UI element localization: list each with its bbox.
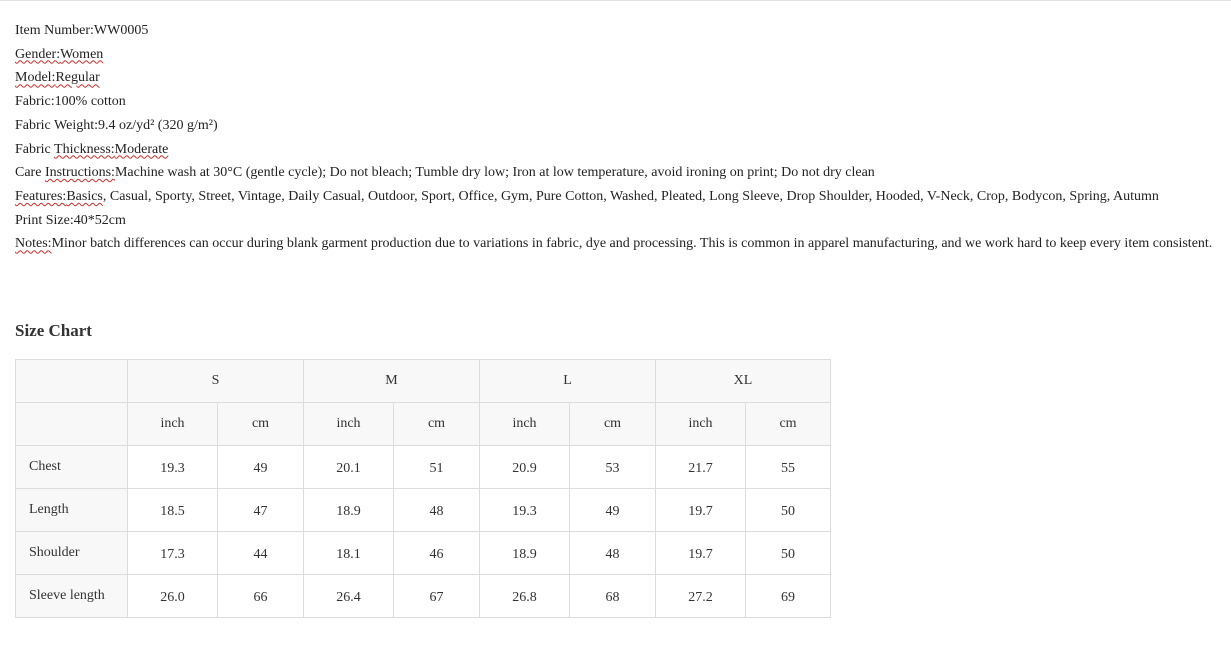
measurement-cell: 19.3 <box>480 489 570 532</box>
measurement-cell: 17.3 <box>128 532 218 575</box>
measurement-cell: 18.9 <box>304 489 394 532</box>
spec-value: Women <box>60 46 104 62</box>
unit-header: cm <box>394 403 480 446</box>
unit-header: inch <box>304 403 394 446</box>
spec-model <box>15 66 1225 90</box>
table-row <box>16 532 831 575</box>
measurement-cell: 18.5 <box>128 489 218 532</box>
spec-value: Regular <box>55 70 100 86</box>
spec-value: WW0005 <box>93 23 149 38</box>
measurement-cell: 46 <box>394 532 480 575</box>
spec-label: Fabric Weight: <box>15 117 98 133</box>
measurement-cell: 26.0 <box>128 575 218 618</box>
measurement-cell: 49 <box>218 446 304 489</box>
spec-label-text: Thickness: <box>54 141 115 157</box>
corner-cell <box>16 403 128 446</box>
measurement-cell: 69 <box>746 575 831 618</box>
table-row <box>16 489 831 532</box>
spec-features <box>15 185 1225 209</box>
measurement-cell: 19.7 <box>656 489 746 532</box>
spec-fabric <box>15 90 1225 114</box>
measurement-cell: 18.1 <box>304 532 394 575</box>
spec-label: Features: <box>15 188 67 204</box>
row-label: Sleeve length <box>16 575 128 618</box>
spec-fabric-weight <box>15 114 1225 138</box>
spec-care <box>15 161 1225 185</box>
measurement-cell: 44 <box>218 532 304 575</box>
spec-label-text: Gender: <box>15 46 61 62</box>
spec-label: Print Size: <box>15 212 74 228</box>
measurement-cell: 67 <box>394 575 480 618</box>
measurement-cell: 21.7 <box>656 446 746 489</box>
spec-value: Moderate <box>114 141 169 157</box>
spec-label: Item Number: <box>15 23 94 38</box>
measurement-cell: 50 <box>746 532 831 575</box>
unit-header: cm <box>570 403 656 446</box>
spec-value: 100% cotton <box>54 94 126 110</box>
spec-label: Care <box>15 165 45 181</box>
unit-header: inch <box>656 403 746 446</box>
size-chart-table <box>15 359 831 618</box>
size-chart-title: Size Chart <box>15 321 92 340</box>
unit-header: cm <box>746 403 831 446</box>
size-header: L <box>480 360 656 403</box>
measurement-cell: 66 <box>218 575 304 618</box>
measurement-cell: 26.4 <box>304 575 394 618</box>
size-header: XL <box>656 360 831 403</box>
spec-notes <box>15 232 1225 256</box>
measurement-cell: 53 <box>570 446 656 489</box>
spec-gender <box>15 43 1225 67</box>
measurement-cell: 27.2 <box>656 575 746 618</box>
measurement-cell: 20.9 <box>480 446 570 489</box>
table-row <box>16 575 831 618</box>
product-specs <box>15 19 1225 256</box>
spec-value: 9.4 oz/yd² (320 g/m²) <box>98 117 218 133</box>
size-header: M <box>304 360 480 403</box>
spec-label-text: Model: <box>15 70 56 86</box>
spec-value: Minor batch differences can occur during blank garment production due to variations in fabric, dye and processing. This is common in apparel manufacturing, and we work hard to keep every item consistent. <box>51 236 1213 252</box>
measurement-cell: 68 <box>570 575 656 618</box>
row-label: Length <box>16 489 128 532</box>
measurement-cell: 19.7 <box>656 532 746 575</box>
unit-header: inch <box>128 403 218 446</box>
spec-value: , Casual, Sporty, Street, Vintage, Daily Casual, Outdoor, Sport, Office, Gym, Pure Cotton, Washed, Pleated, Long Sleeve, Drop Shoulder, Hooded, V-Neck, Crop, Bodycon, Spring, Autumn <box>102 188 1159 204</box>
measurement-cell: 20.1 <box>304 446 394 489</box>
row-label: Chest <box>16 446 128 489</box>
row-label: Shoulder <box>16 532 128 575</box>
measurement-cell: 49 <box>570 489 656 532</box>
spec-label: Notes: <box>15 236 52 252</box>
measurement-cell: 47 <box>218 489 304 532</box>
measurement-cell: 51 <box>394 446 480 489</box>
spec-item-number <box>15 19 1225 43</box>
spec-fabric-thickness <box>15 138 1225 162</box>
spec-squiggle <box>15 189 103 204</box>
spec-label <box>15 47 103 62</box>
measurement-cell: 48 <box>394 489 480 532</box>
spec-label: Fabric: <box>15 94 55 110</box>
spec-label <box>15 70 100 85</box>
spec-label: Fabric <box>15 141 55 157</box>
unit-header: inch <box>480 403 570 446</box>
measurement-cell: 19.3 <box>128 446 218 489</box>
corner-cell <box>16 360 128 403</box>
spec-squiggle <box>54 142 168 157</box>
spec-value: 40*52cm <box>73 212 126 228</box>
measurement-cell: 26.8 <box>480 575 570 618</box>
spec-value: Basics <box>66 188 103 204</box>
size-header-row <box>16 360 831 403</box>
top-divider <box>0 0 1231 1</box>
measurement-cell: 55 <box>746 446 831 489</box>
unit-header-row <box>16 403 831 446</box>
unit-header: cm <box>218 403 304 446</box>
measurement-cell: 50 <box>746 489 831 532</box>
table-row <box>16 446 831 489</box>
spec-print-size <box>15 209 1225 233</box>
spec-value: Machine wash at 30°C (gentle cycle); Do not bleach; Tumble dry low; Iron at low temperature, avoid ironing on print; Do not dry clean <box>114 165 875 181</box>
measurement-cell: 48 <box>570 532 656 575</box>
spec-label-text: Instructions: <box>44 165 115 181</box>
size-header: S <box>128 360 304 403</box>
measurement-cell: 18.9 <box>480 532 570 575</box>
